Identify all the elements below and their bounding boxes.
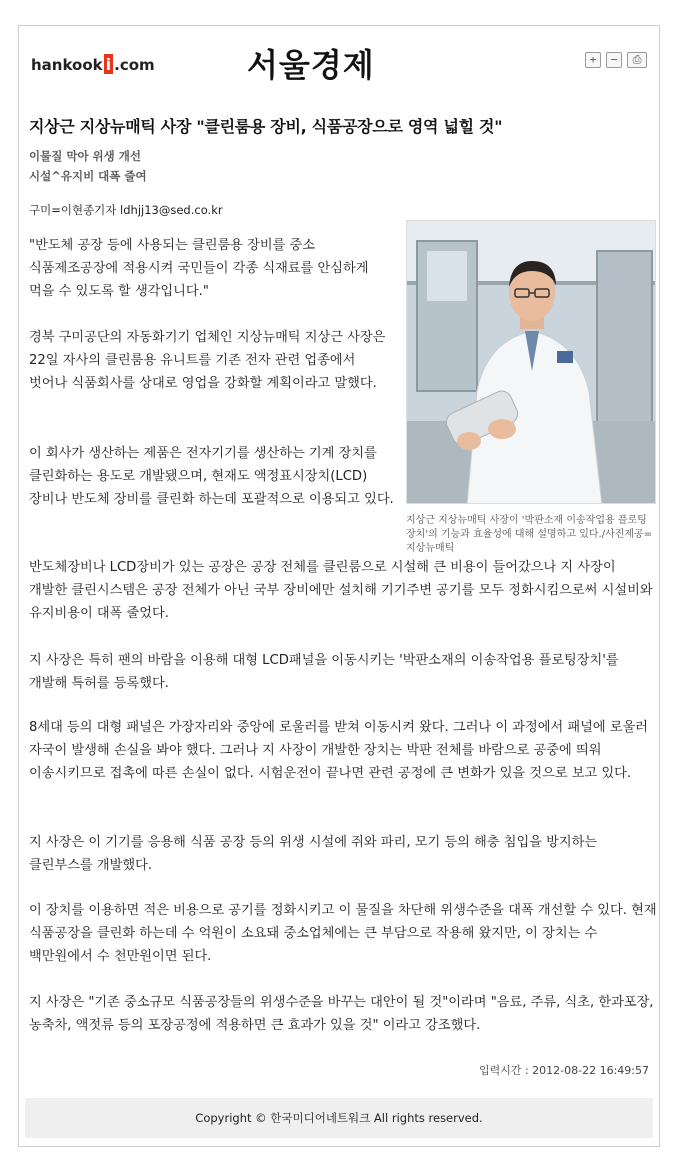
paragraph-8: 이 장치를 이용하면 적은 비용으로 공기를 정화시키고 이 물질을 차단해 위생수준을 대폭 개선할 수 있다. 현재 식품공장을 클린화 하는데 수 억원이 소요돼 중소업체에는 큰 부담으로 작용해 왔지만, 이 장치는 수 백만원에서 수 천만원이면 된다. xyxy=(29,903,657,964)
seoul-economy-logo[interactable]: 서울경제 xyxy=(247,46,375,84)
subhead-1: 이물질 막아 위생 개선 xyxy=(29,149,141,163)
hankooki-logo[interactable] xyxy=(31,48,155,74)
paragraph-1: "반도체 공장 등에 사용되는 클린룸용 장비를 중소 식품제조공장에 적용시켜 국민들이 각종 식재료를 안심하게 먹을 수 있도록 할 생각입니다." xyxy=(29,238,369,299)
paragraph-3: 이 회사가 생산하는 제품은 전자기기를 생산하는 기계 장치를 클린화하는 용도로 개발됐으며, 현재도 액정표시장치(LCD)장비나 반도체 장비를 클린화 하는데 포괄적으로 이용되고 있다. xyxy=(29,446,394,507)
zoom-out-icon[interactable]: − xyxy=(606,52,622,68)
zoom-in-icon[interactable]: + xyxy=(585,52,601,68)
paragraph-6: 8세대 등의 대형 패널은 가장자리와 중앙에 로울러를 받쳐 이동시켜 왔다. 그러나 이 과정에서 패널에 로울러 자국이 발생해 손실을 봐야 했다. 그러나 지 사장이 개발한 장치는 박판 전체를 바람으로 공중에 띄워 이송시키므로 접촉에 따른 손실이 없다. 시험운전이 끝나면 관련 공정에 큰 변화가 있을 것으로 보고 있다. xyxy=(29,720,649,781)
paragraph-2: 경북 구미공단의 자동화기기 업체인 지상뉴매틱 지상근 사장은 22일 자사의 클린룸용 유니트를 기존 전자 관련 업종에서 벗어나 식품회사를 상대로 영업을 강화할 계획이라고 말했다. xyxy=(29,330,386,391)
published-timestamp: 입력시간 : 2012-08-22 16:49:57 xyxy=(478,1064,649,1077)
paragraph-7: 지 사장은 이 기기를 응용해 식품 공장 등의 위생 시설에 쥐와 파리, 모기 등의 해충 침입을 방지하는 클린부스를 개발했다. xyxy=(29,835,598,873)
footer-copyright: Copyright © 한국미디어네트워크 All rights reserved. xyxy=(25,1098,653,1138)
paragraph-5: 지 사장은 특히 팬의 바람을 이용해 대형 LCD패널을 이동시키는 '박판소재의 이송작업용 플로팅장치'를 개발해 특허를 등록했다. xyxy=(29,653,619,691)
subhead-2: 시설^유지비 대폭 줄여 xyxy=(29,169,147,183)
print-icon[interactable]: ⎙ xyxy=(627,52,647,68)
logo-text-b: .com xyxy=(114,56,155,74)
article-frame xyxy=(18,25,660,1147)
paragraph-9: 지 사장은 "기존 중소규모 식품공장들의 위생수준을 바꾸는 대안이 될 것"이라며 "음료, 주류, 식초, 한과포장, 농축차, 액젓류 등의 포장공정에 적용하면 큰 효과가 있을 것" 이라고 강조했다. xyxy=(29,995,654,1033)
article-headline: 지상근 지상뉴매틱 사장 "클린룸용 장비, 식품공장으로 영역 넓힐 것" xyxy=(29,117,503,136)
article-photo xyxy=(406,220,656,504)
photo-figure xyxy=(406,220,656,556)
paragraph-4: 반도체장비나 LCD장비가 있는 공장은 공장 전체를 클린룸으로 시설해 큰 비용이 들어갔으나 지 사장이 개발한 클린시스템은 공장 전체가 아닌 국부 장비에만 설치해 기기주변 공기를 모두 정화시킴으로써 시설비와 유지비용이 대폭 줄었다. xyxy=(29,560,653,621)
byline: 구미=이현종기자 ldhjj13@sed.co.kr xyxy=(29,203,223,217)
toolbar xyxy=(585,52,647,68)
logo-i-mark: i xyxy=(105,55,112,74)
logo-text-a: hankook xyxy=(31,56,103,74)
article-subheads xyxy=(29,146,147,186)
photo-caption: 지상근 지상뉴매틱 사장이 '박판소재 이송작업용 플로팅장치'의 기능과 효율성에 대해 설명하고 있다./사진제공=지상뉴매틱 xyxy=(406,515,653,554)
